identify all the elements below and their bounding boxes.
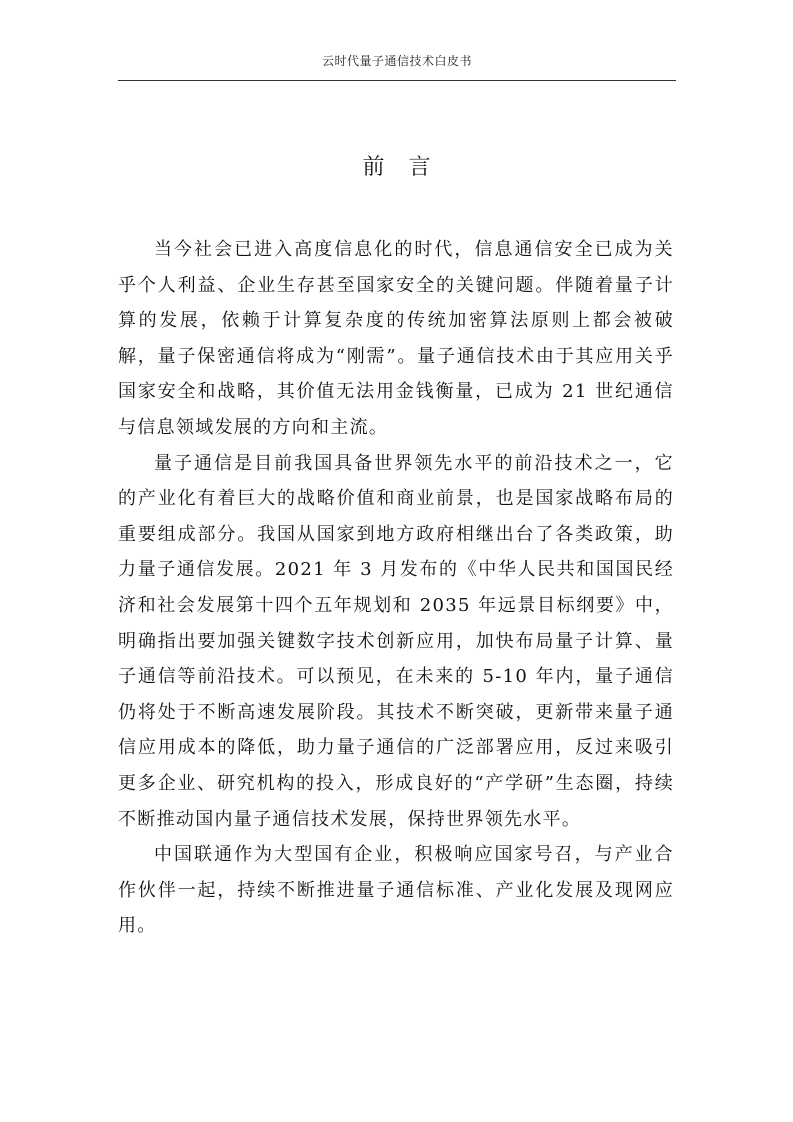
body-text bbox=[118, 232, 674, 944]
paragraph-3: 中国联通作为大型国有企业，积极响应国家号召，与产业合作伙伴一起，持续不断推进量子通信标准、产业化发展及现网应用。 bbox=[118, 844, 674, 937]
running-header: 云时代量子通信技术白皮书 bbox=[321, 54, 472, 68]
paragraph-1: 当今社会已进入高度信息化的时代，信息通信安全已成为关乎个人利益、企业生存甚至国家安全的关键问题。伴随着量子计算的发展，依赖于计算复杂度的传统加密算法原则上都会被破解，量子保密通信将成为“刚需”。量子通信技术由于其应用关乎国家安全和战略，其价值无法用金钱衡量，已成为 21 世纪通信与信息领域发展的方向和主流。 bbox=[118, 239, 674, 438]
paragraph-2: 量子通信是目前我国具备世界领先水平的前沿技术之一，它的产业化有着巨大的战略价值和商业前景，也是国家战略布局的重要组成部分。我国从国家到地方政府相继出台了各类政策，助力量子通信发展。2021 年 3 月发布的《中华人民共和国国民经济和社会发展第十四个五年规划和 2035 年远景目标纲要》中，明确指出要加强关键数字技术创新应用，加快布局量子计算、量子通信等前沿技术。可以预见，在未来的 5-10 年内，量子通信仍将处于不断高速发展阶段。其技术不断突破，更新带来量子通信应用成本的降低，助力量子通信的广泛部署应用，反过来吸引更多企业、研究机构的投入，形成良好的“产学研”生态圈，持续不断推动国内量子通信技术发展，保持世界领先水平。 bbox=[118, 452, 674, 830]
header-divider bbox=[118, 80, 676, 81]
section-title: 前言 bbox=[362, 155, 455, 180]
